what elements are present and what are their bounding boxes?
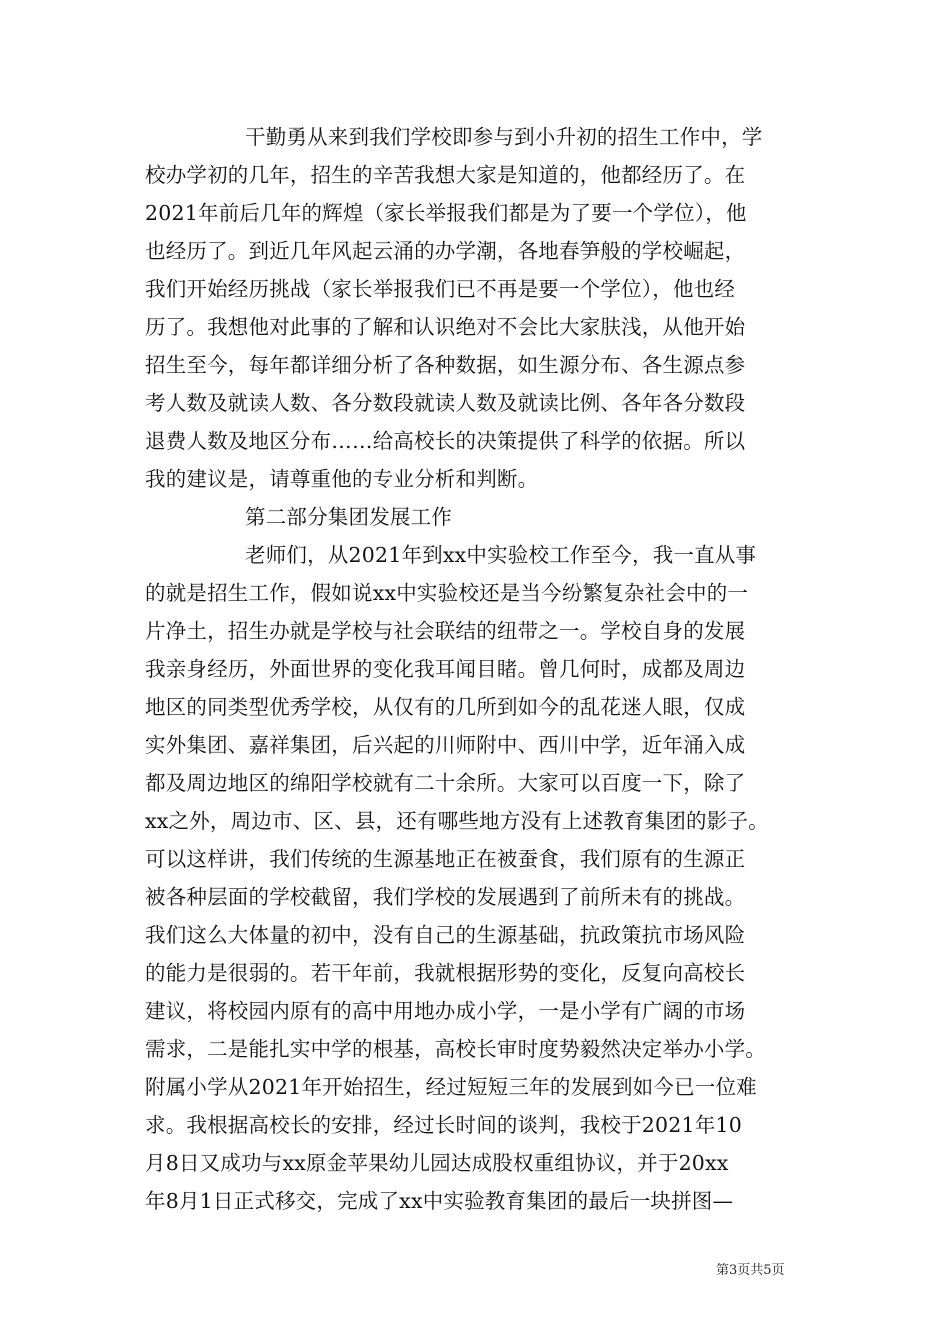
paragraph-line: 求。我根据高校长的安排，经过长时间的谈判，我校于2021年10 bbox=[145, 1113, 742, 1137]
paragraph-line: 校办学初的几年，招生的辛苦我想大家是知道的，他都经历了。在 bbox=[145, 163, 746, 187]
paragraph-line: 也经历了。到近几年风起云涌的办学潮，各地春笋般的学校崛起， bbox=[145, 239, 746, 263]
paragraph-line: 我们这么大体量的初中，没有自己的生源基础，抗政策抗市场风险 bbox=[145, 923, 746, 947]
paragraph-line: 月8日又成功与xx原金苹果幼儿园达成股权重组协议，并于20xx bbox=[145, 1151, 729, 1175]
paragraph-line: 的能力是很弱的。若干年前，我就根据形势的变化，反复向高校长 bbox=[145, 961, 746, 985]
paragraph-line: xx之外，周边市、区、县，还有哪些地方没有上述教育集团的影子。 bbox=[145, 809, 769, 833]
paragraph-line: 考人数及就读人数、各分数段就读人数及就读比例、各年各分数段 bbox=[145, 391, 746, 415]
paragraph-line: 年8月1日正式移交，完成了xx中实验教育集团的最后一块拼图— bbox=[145, 1189, 734, 1213]
paragraph-line: 建议，将校园内原有的高中用地办成小学，一是小学有广阔的市场 bbox=[145, 999, 746, 1023]
paragraph-line: 片净土，招生办就是学校与社会联结的纽带之一。学校自身的发展 bbox=[145, 619, 746, 643]
paragraph-line: 需求，二是能扎实中学的根基，高校长审时度势毅然决定举办小学。 bbox=[145, 1037, 766, 1061]
paragraph-line: 2021年前后几年的辉煌（家长举报我们都是为了要一个学位），他 bbox=[145, 201, 747, 225]
paragraph-line: 我亲身经历，外面世界的变化我耳闻目睹。曾几何时，成都及周边 bbox=[145, 657, 746, 681]
paragraph-line: 退费人数及地区分布……给高校长的决策提供了科学的依据。所以 bbox=[145, 429, 746, 453]
paragraph-line: 都及周边地区的绵阳学校就有二十余所。大家可以百度一下，除了 bbox=[145, 771, 746, 795]
paragraph-line: 干勤勇从来到我们学校即参与到小升初的招生工作中，学 bbox=[245, 125, 763, 149]
paragraph-line: 的就是招生工作，假如说xx中实验校还是当今纷繁复杂社会中的一 bbox=[145, 581, 749, 605]
paragraph-line: 我的建议是，请尊重他的专业分析和判断。 bbox=[145, 467, 539, 491]
paragraph-line: 实外集团、嘉祥集团，后兴起的川师附中、西川中学，近年涌入成 bbox=[145, 733, 746, 757]
paragraph-line: 老师们，从2021年到xx中实验校工作至今，我一直从事 bbox=[245, 543, 757, 567]
page-number-footer: 第3页共5页 bbox=[716, 1263, 785, 1278]
paragraph-line: 历了。我想他对此事的了解和认识绝对不会比大家肤浅，从他开始 bbox=[145, 315, 746, 339]
paragraph-line: 招生至今，每年都详细分析了各种数据，如生源分布、各生源点参 bbox=[145, 353, 746, 377]
paragraph-line: 地区的同类型优秀学校，从仅有的几所到如今的乱花迷人眼，仅成 bbox=[145, 695, 746, 719]
paragraph-line: 可以这样讲，我们传统的生源基地正在被蚕食，我们原有的生源正 bbox=[145, 847, 746, 871]
paragraph-line: 附属小学从2021年开始招生，经过短短三年的发展到如今已一位难 bbox=[145, 1075, 757, 1099]
paragraph-line: 被各种层面的学校截留，我们学校的发展遇到了前所未有的挑战。 bbox=[145, 885, 746, 909]
section-heading: 第二部分集团发展工作 bbox=[245, 505, 452, 529]
paragraph-line: 我们开始经历挑战（家长举报我们已不再是要一个学位），他也经 bbox=[145, 277, 736, 301]
